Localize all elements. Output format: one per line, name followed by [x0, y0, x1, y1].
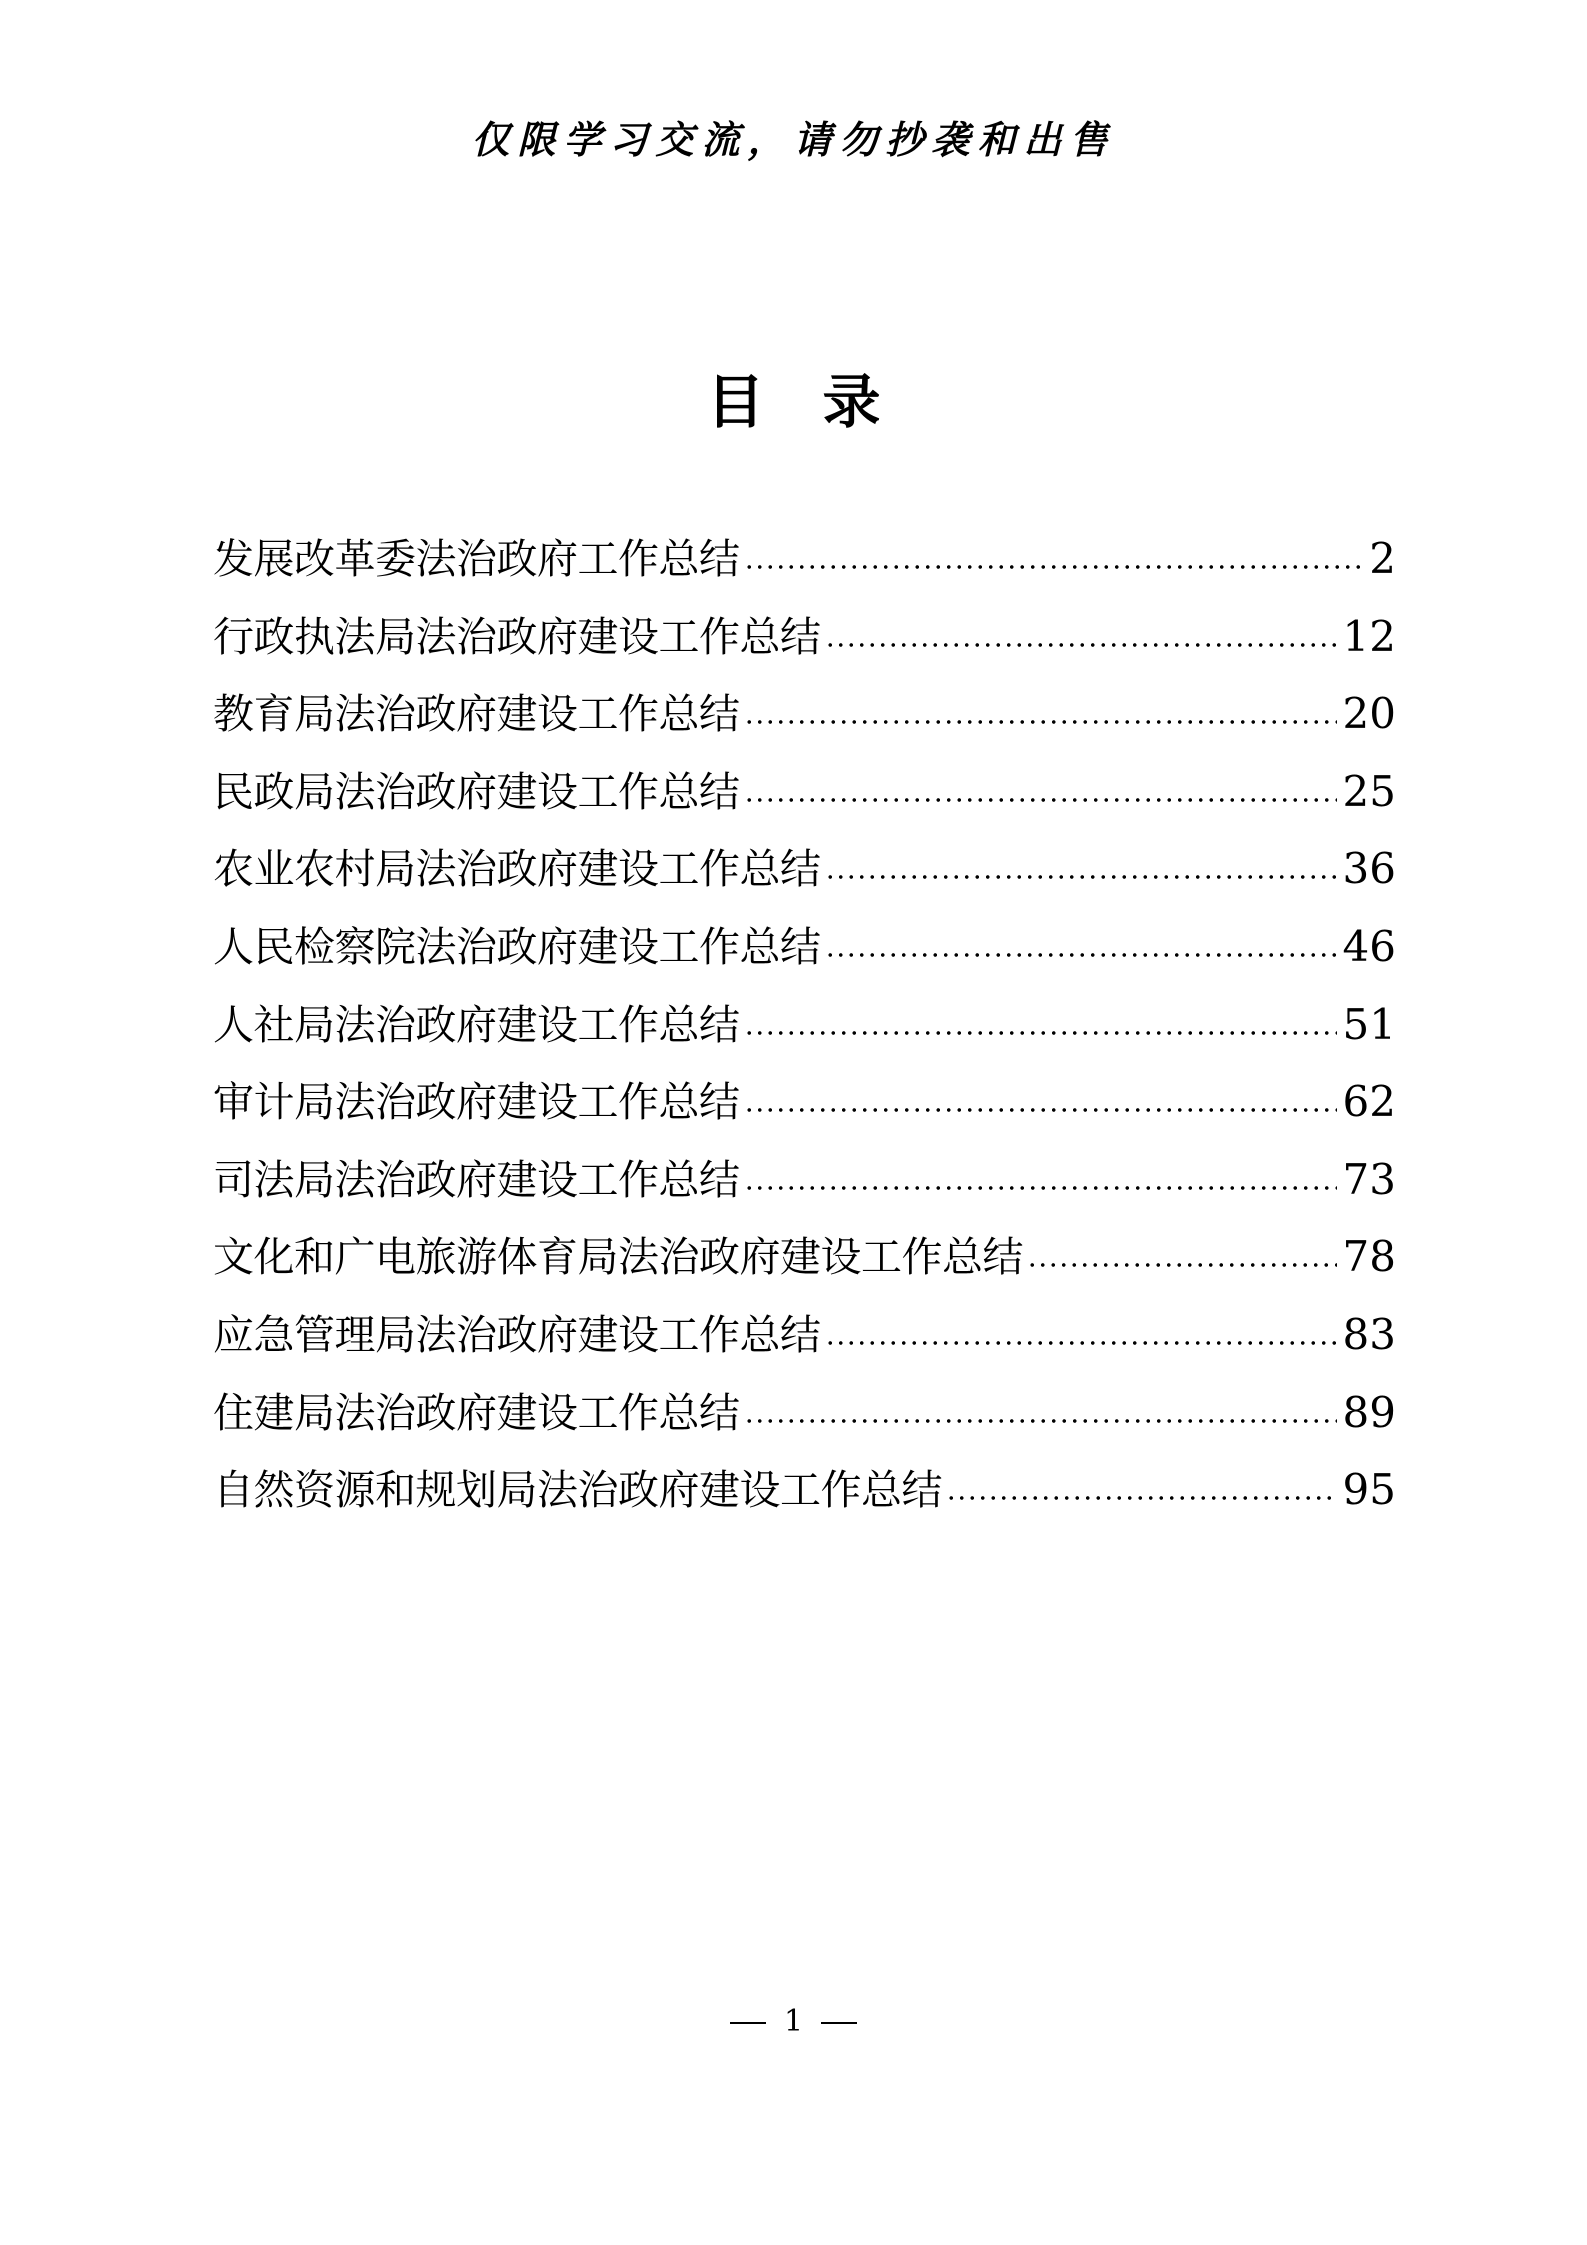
toc-page-number: 12	[1342, 611, 1396, 661]
toc-page-number: 73	[1342, 1154, 1396, 1204]
toc-entry-title: 发展改革委法治政府工作总结	[213, 535, 740, 583]
toc-entry-title: 应急管理局法治政府建设工作总结	[213, 1310, 821, 1359]
toc-entry[interactable]	[213, 1374, 1396, 1452]
toc-entry[interactable]	[213, 1063, 1396, 1141]
toc-page-number: 62	[1342, 1077, 1396, 1127]
toc-dot-leader	[744, 1074, 1337, 1116]
page-number: 1	[783, 2004, 804, 2039]
toc-page-number: 2	[1369, 534, 1396, 583]
toc-dot-leader	[744, 997, 1337, 1039]
toc-entry-title: 文化和广电旅游体育局法治政府建设工作总结	[213, 1233, 1023, 1282]
page-footer	[0, 2002, 1587, 2042]
toc-entry[interactable]	[213, 675, 1396, 753]
toc-entry[interactable]	[213, 1218, 1396, 1296]
toc-dot-leader	[744, 686, 1337, 728]
toc-entry[interactable]	[213, 908, 1396, 986]
toc-dot-leader	[825, 919, 1337, 961]
toc-entry[interactable]	[213, 1451, 1396, 1529]
toc-dot-leader	[1027, 1229, 1337, 1271]
toc-page-number: 83	[1342, 1309, 1396, 1359]
toc-entry-title: 审计局法治政府建设工作总结	[213, 1078, 740, 1127]
toc-dot-leader	[825, 1307, 1337, 1349]
footer-dash-right	[821, 2022, 857, 2024]
toc-entry-title: 教育局法治政府建设工作总结	[213, 690, 740, 739]
title-char-1: 目	[706, 368, 765, 436]
toc-dot-leader	[825, 841, 1337, 883]
toc-entry[interactable]	[213, 986, 1396, 1064]
toc-entry[interactable]	[213, 830, 1396, 908]
toc-page-number: 78	[1342, 1232, 1396, 1282]
toc-entry[interactable]	[213, 598, 1396, 676]
toc-page-number: 95	[1342, 1465, 1396, 1515]
toc-entry[interactable]	[213, 520, 1396, 598]
toc-page-number: 36	[1342, 844, 1396, 894]
toc-dot-leader	[744, 1385, 1337, 1427]
toc-entry[interactable]	[213, 1141, 1396, 1219]
toc-page-number: 89	[1342, 1387, 1396, 1437]
toc-entry-title: 住建局法治政府建设工作总结	[213, 1388, 740, 1437]
toc-dot-leader	[825, 609, 1337, 651]
toc-entry-title: 行政执法局法治政府建设工作总结	[213, 612, 821, 661]
toc-dot-leader	[744, 1152, 1337, 1194]
watermark-header: 仅限学习交流，请勿抄袭和出售	[471, 117, 1116, 162]
toc-dot-leader	[744, 764, 1337, 806]
toc-page-number: 46	[1342, 921, 1396, 971]
toc-page-number: 51	[1342, 999, 1396, 1049]
toc-entry-title: 农业农村局法治政府建设工作总结	[213, 845, 821, 894]
toc-entry-title: 人社局法治政府建设工作总结	[213, 1000, 740, 1049]
title-char-2: 录	[822, 368, 881, 436]
toc-page-number: 25	[1342, 766, 1396, 816]
toc-entry-title: 人民检察院法治政府建设工作总结	[213, 922, 821, 971]
toc-entry[interactable]	[213, 753, 1396, 831]
toc-dot-leader	[744, 531, 1364, 573]
toc-page-number: 20	[1342, 689, 1396, 739]
toc-entry[interactable]	[213, 1296, 1396, 1374]
page-title	[0, 362, 1587, 442]
toc-entry-title: 自然资源和规划局法治政府建设工作总结	[213, 1466, 942, 1515]
toc-entry-title: 司法局法治政府建设工作总结	[213, 1155, 740, 1204]
toc-entry-title: 民政局法治政府建设工作总结	[213, 767, 740, 816]
table-of-contents	[213, 520, 1396, 1529]
footer-dash-left	[730, 2022, 766, 2024]
toc-dot-leader	[946, 1462, 1337, 1504]
